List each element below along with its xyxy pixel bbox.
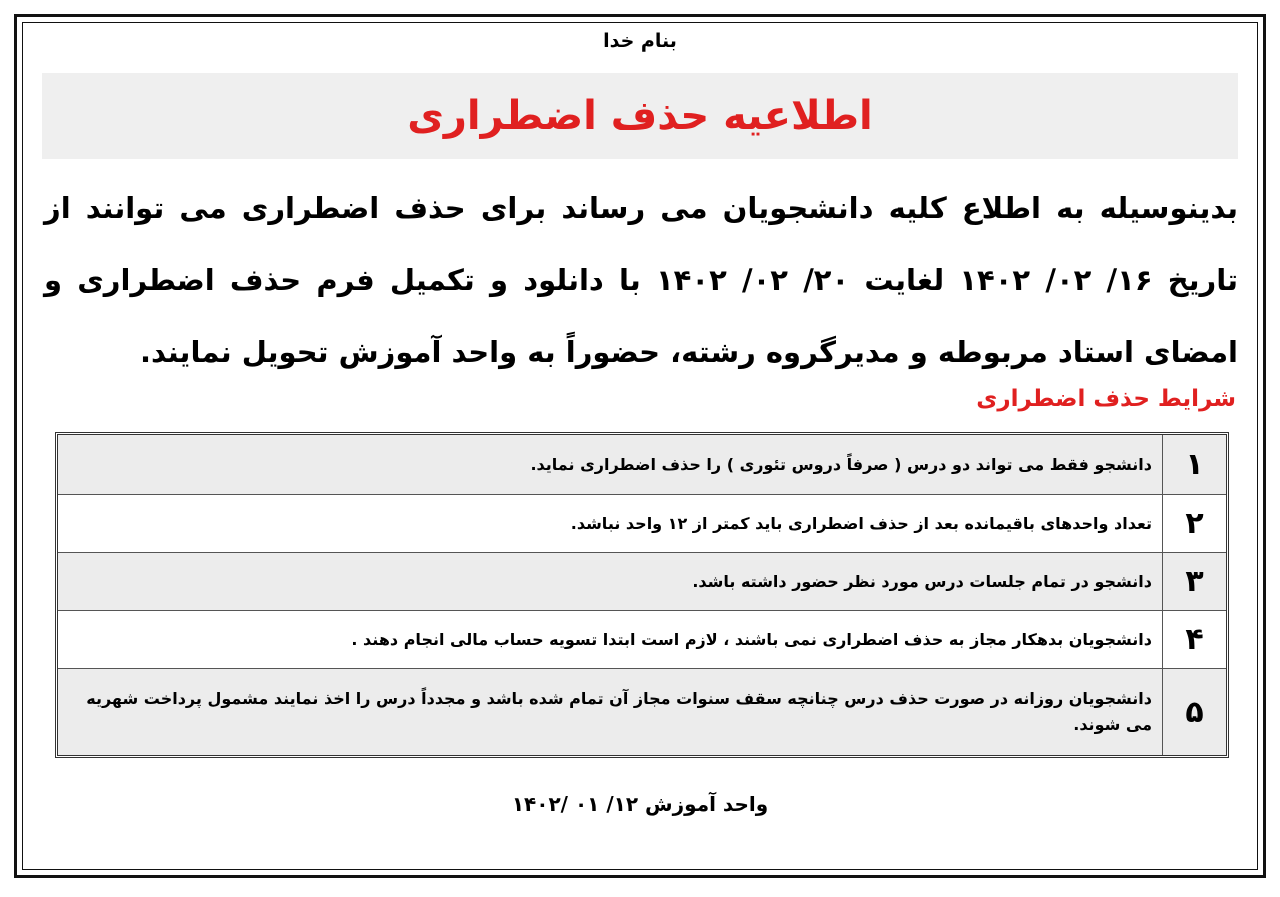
condition-text: دانشجو فقط می تواند دو درس ( صرفاً دروس تئوری ) را حذف اضطراری نماید. — [58, 435, 1162, 494]
condition-row — [58, 435, 1226, 495]
condition-number: ۵ — [1162, 669, 1226, 755]
condition-text: دانشجویان روزانه در صورت حذف درس چنانچه سقف سنوات مجاز آن تمام شده باشد و مجدداً درس را اخذ نمایند مشمول پرداخت شهریه می شوند. — [58, 669, 1162, 755]
conditions-table — [55, 432, 1229, 758]
condition-text: دانشجویان بدهکار مجاز به حذف اضطراری نمی باشند ، لازم است ابتدا تسویه حساب مالی انجام دهند . — [351, 629, 1152, 649]
announcement-title: اطلاعیه حذف اضطراری — [407, 93, 873, 139]
condition-number: ۴ — [1162, 611, 1226, 668]
conditions-heading: شرایط حذف اضطراری — [976, 386, 1236, 412]
title-band — [42, 73, 1238, 159]
bismillah-heading: بنام خدا — [603, 30, 677, 52]
announcement-body: بدینوسیله به اطلاع کلیه دانشجویان می رساند برای حذف اضطراری می توانند از تاریخ ۱۶/ ۰۲/ ۱۴۰۲ لغایت ۲۰/ ۰۲/ ۱۴۰۲ با دانلود و تکمیل فرم حذف اضطراری و امضای استاد مربوطه و مدیرگروه رشته، حضوراً به واحد آموزش تحویل نمایند. — [44, 191, 1238, 369]
condition-text: دانشجو در تمام جلسات درس مورد نظر حضور داشته باشد. — [58, 553, 1162, 610]
condition-number: ۳ — [1162, 553, 1226, 610]
condition-text: تعداد واحدهای باقیمانده بعد از حذف اضطراری باید کمتر از ۱۲ واحد نباشد. — [570, 513, 1152, 533]
footer-signature: واحد آموزش ۱۲/ ۰۱ /۱۴۰۲ — [511, 792, 769, 816]
condition-number: ۲ — [1162, 495, 1226, 552]
condition-row — [58, 495, 1226, 553]
condition-number: ۱ — [1162, 435, 1226, 494]
condition-row — [58, 553, 1226, 611]
condition-row — [58, 611, 1226, 669]
condition-row — [58, 669, 1226, 755]
